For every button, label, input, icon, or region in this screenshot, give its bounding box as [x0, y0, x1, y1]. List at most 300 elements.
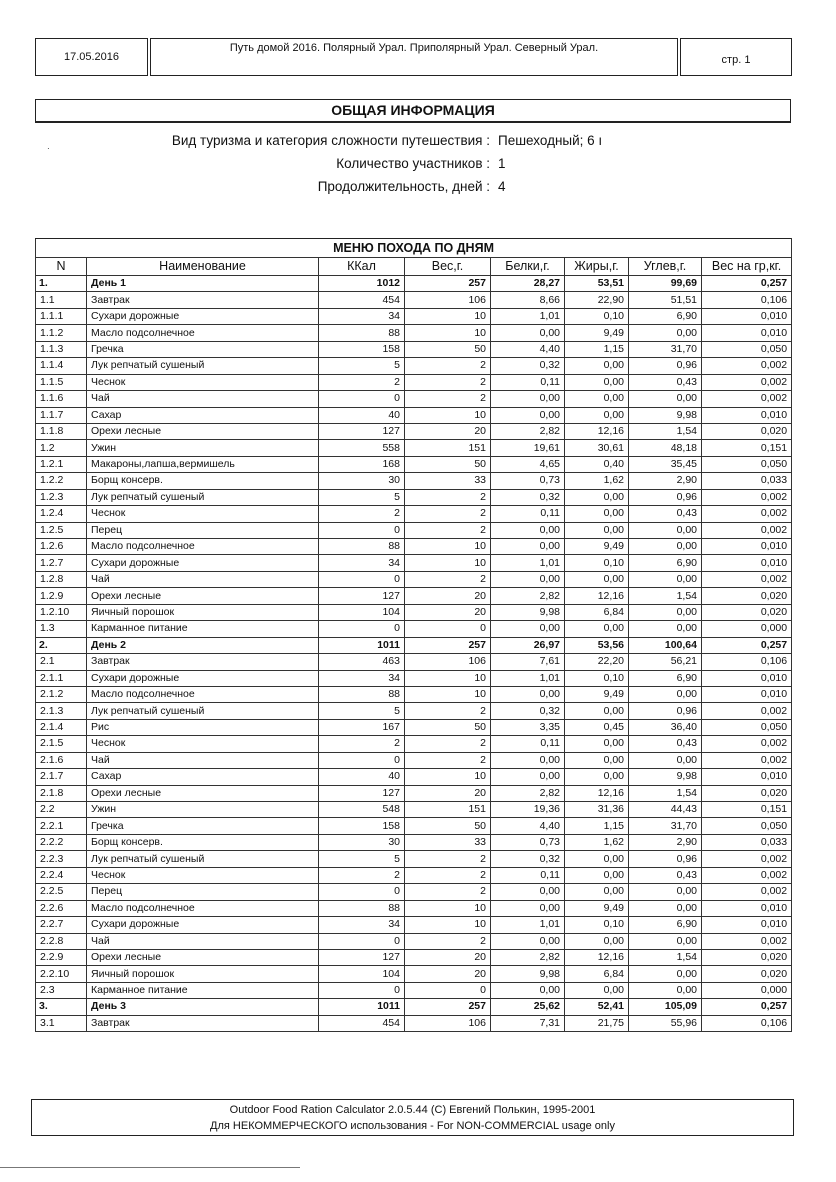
weight-per-group-value: 0,020: [702, 949, 792, 965]
row-number: 3.: [36, 999, 87, 1015]
protein-value: 0,00: [491, 752, 565, 768]
fat-value: 0,10: [565, 308, 629, 324]
weight-value: 0: [405, 621, 491, 637]
kcal-value: 168: [319, 456, 405, 472]
fat-value: 0,00: [565, 489, 629, 505]
weight-per-group-value: 0,010: [702, 900, 792, 916]
table-row: [36, 818, 792, 834]
kcal-value: 127: [319, 423, 405, 439]
carbs-value: 2,90: [629, 834, 702, 850]
weight-per-group-value: 0,010: [702, 308, 792, 324]
carbs-value: 44,43: [629, 802, 702, 818]
item-name: Чеснок: [87, 867, 319, 883]
protein-value: 2,82: [491, 785, 565, 801]
table-row: [36, 949, 792, 965]
carbs-value: 35,45: [629, 456, 702, 472]
weight-per-group-value: 0,033: [702, 473, 792, 489]
weight-per-group-value: 0,050: [702, 341, 792, 357]
row-number: 1.1.1: [36, 308, 87, 324]
carbs-value: 0,96: [629, 489, 702, 505]
fat-value: 0,00: [565, 407, 629, 423]
carbs-value: 31,70: [629, 818, 702, 834]
weight-per-group-value: 0,020: [702, 966, 792, 982]
fat-value: 12,16: [565, 785, 629, 801]
menu-table: [35, 238, 792, 1032]
table-row: [36, 703, 792, 719]
protein-value: 9,98: [491, 604, 565, 620]
row-number: 2.1.7: [36, 769, 87, 785]
weight-value: 151: [405, 440, 491, 456]
item-name: Рис: [87, 719, 319, 735]
weight-per-group-value: 0,002: [702, 522, 792, 538]
carbs-value: 6,90: [629, 670, 702, 686]
fat-value: 0,10: [565, 670, 629, 686]
table-row: [36, 407, 792, 423]
weight-value: 10: [405, 769, 491, 785]
item-name: Орехи лесные: [87, 588, 319, 604]
general-info-title: ОБЩАЯ ИНФОРМАЦИЯ: [35, 99, 791, 123]
weight-per-group-value: 0,000: [702, 621, 792, 637]
carbs-value: 0,43: [629, 506, 702, 522]
fat-value: 12,16: [565, 949, 629, 965]
kcal-value: 558: [319, 440, 405, 456]
info-label: Количество участников :: [336, 156, 490, 171]
row-number: 2.1.3: [36, 703, 87, 719]
weight-value: 33: [405, 834, 491, 850]
kcal-value: 88: [319, 539, 405, 555]
item-name: Масло подсолнечное: [87, 686, 319, 702]
table-row: [36, 391, 792, 407]
protein-value: 19,36: [491, 802, 565, 818]
protein-value: 0,00: [491, 391, 565, 407]
kcal-value: 104: [319, 966, 405, 982]
fat-value: 0,00: [565, 374, 629, 390]
kcal-value: 1011: [319, 999, 405, 1015]
weight-per-group-value: 0,257: [702, 999, 792, 1015]
table-row: [36, 358, 792, 374]
menu-title: МЕНЮ ПОХОДА ПО ДНЯМ: [36, 239, 792, 258]
item-name: Чеснок: [87, 374, 319, 390]
carbs-value: 1,54: [629, 588, 702, 604]
item-name: Лук репчатый сушеный: [87, 358, 319, 374]
col-header-n: N: [36, 258, 87, 276]
protein-value: 0,00: [491, 933, 565, 949]
row-number: 2.2.8: [36, 933, 87, 949]
table-row: [36, 473, 792, 489]
weight-per-group-value: 0,002: [702, 391, 792, 407]
weight-per-group-value: 0,002: [702, 374, 792, 390]
info-label: Вид туризма и категория сложности путешествия :: [171, 133, 490, 148]
protein-value: 0,32: [491, 489, 565, 505]
weight-value: 20: [405, 949, 491, 965]
protein-value: 1,01: [491, 917, 565, 933]
fat-value: 53,51: [565, 276, 629, 292]
row-number: 1.: [36, 276, 87, 292]
row-number: 2.2.6: [36, 900, 87, 916]
weight-value: 2: [405, 933, 491, 949]
item-name: Чеснок: [87, 736, 319, 752]
fat-value: 9,49: [565, 539, 629, 555]
table-row: [36, 637, 792, 653]
table-row: [36, 966, 792, 982]
table-row: [36, 719, 792, 735]
fat-value: 22,20: [565, 654, 629, 670]
protein-value: 4,40: [491, 818, 565, 834]
table-row: [36, 308, 792, 324]
kcal-value: 127: [319, 588, 405, 604]
fat-value: 0,00: [565, 769, 629, 785]
weight-per-group-value: 0,020: [702, 423, 792, 439]
item-name: Перец: [87, 522, 319, 538]
table-row: [36, 1015, 792, 1031]
item-name: Лук репчатый сушеный: [87, 703, 319, 719]
weight-value: 2: [405, 752, 491, 768]
protein-value: 0,00: [491, 621, 565, 637]
weight-value: 20: [405, 604, 491, 620]
fat-value: 0,00: [565, 982, 629, 998]
col-header-protein: Белки,г.: [491, 258, 565, 276]
fat-value: 0,00: [565, 867, 629, 883]
row-number: 1.2.10: [36, 604, 87, 620]
weight-per-group-value: 0,002: [702, 703, 792, 719]
table-row: [36, 423, 792, 439]
weight-value: 10: [405, 670, 491, 686]
row-number: 2.: [36, 637, 87, 653]
carbs-value: 0,00: [629, 884, 702, 900]
item-name: Карманное питание: [87, 621, 319, 637]
kcal-value: 454: [319, 292, 405, 308]
kcal-value: 34: [319, 308, 405, 324]
row-number: 2.2.7: [36, 917, 87, 933]
kcal-value: 0: [319, 933, 405, 949]
carbs-value: 99,69: [629, 276, 702, 292]
item-name: Сухари дорожные: [87, 670, 319, 686]
row-number: 2.2.4: [36, 867, 87, 883]
row-number: 2.2.5: [36, 884, 87, 900]
protein-value: 0,11: [491, 736, 565, 752]
kcal-value: 158: [319, 341, 405, 357]
protein-value: 1,01: [491, 670, 565, 686]
weight-per-group-value: 0,000: [702, 982, 792, 998]
table-row: [36, 555, 792, 571]
weight-per-group-value: 0,002: [702, 867, 792, 883]
col-header-fat: Жиры,г.: [565, 258, 629, 276]
table-row: [36, 802, 792, 818]
weight-value: 20: [405, 966, 491, 982]
footer: [31, 1099, 794, 1136]
row-number: 2.1.2: [36, 686, 87, 702]
kcal-value: 5: [319, 489, 405, 505]
table-row: [36, 769, 792, 785]
row-number: 2.2.1: [36, 818, 87, 834]
weight-per-group-value: 0,010: [702, 555, 792, 571]
item-name: Сухари дорожные: [87, 308, 319, 324]
table-row: [36, 686, 792, 702]
item-name: Перец: [87, 884, 319, 900]
weight-value: 10: [405, 325, 491, 341]
kcal-value: 88: [319, 686, 405, 702]
kcal-value: 88: [319, 325, 405, 341]
weight-value: 2: [405, 867, 491, 883]
info-label: Продолжительность, дней :: [317, 179, 490, 194]
protein-value: 25,62: [491, 999, 565, 1015]
carbs-value: 0,00: [629, 933, 702, 949]
weight-per-group-value: 0,002: [702, 752, 792, 768]
protein-value: 0,00: [491, 325, 565, 341]
fat-value: 22,90: [565, 292, 629, 308]
weight-per-group-value: 0,002: [702, 736, 792, 752]
item-name: Масло подсолнечное: [87, 900, 319, 916]
item-name: Борщ консерв.: [87, 473, 319, 489]
weight-per-group-value: 0,002: [702, 571, 792, 587]
weight-per-group-value: 0,010: [702, 686, 792, 702]
carbs-value: 0,00: [629, 325, 702, 341]
weight-per-group-value: 0,010: [702, 407, 792, 423]
carbs-value: 9,98: [629, 407, 702, 423]
weight-value: 106: [405, 1015, 491, 1031]
kcal-value: 0: [319, 391, 405, 407]
fat-value: 1,15: [565, 341, 629, 357]
protein-value: 2,82: [491, 949, 565, 965]
fat-value: 1,15: [565, 818, 629, 834]
carbs-value: 0,00: [629, 571, 702, 587]
item-name: Борщ консерв.: [87, 834, 319, 850]
row-number: 2.2.2: [36, 834, 87, 850]
weight-per-group-value: 0,002: [702, 851, 792, 867]
table-row: [36, 785, 792, 801]
weight-value: 10: [405, 308, 491, 324]
weight-per-group-value: 0,010: [702, 539, 792, 555]
carbs-value: 0,00: [629, 900, 702, 916]
kcal-value: 0: [319, 522, 405, 538]
weight-value: 2: [405, 522, 491, 538]
carbs-value: 0,00: [629, 966, 702, 982]
col-header-weight-per-group: Вес на гр,кг.: [702, 258, 792, 276]
kcal-value: 2: [319, 736, 405, 752]
protein-value: 0,32: [491, 851, 565, 867]
table-row: [36, 571, 792, 587]
weight-per-group-value: 0,106: [702, 654, 792, 670]
carbs-value: 9,98: [629, 769, 702, 785]
protein-value: 0,00: [491, 571, 565, 587]
row-number: 1.2.5: [36, 522, 87, 538]
carbs-value: 105,09: [629, 999, 702, 1015]
fat-value: 0,10: [565, 555, 629, 571]
table-row: [36, 884, 792, 900]
weight-per-group-value: 0,151: [702, 440, 792, 456]
weight-value: 50: [405, 719, 491, 735]
col-header-carbs: Углев,г.: [629, 258, 702, 276]
table-row: [36, 539, 792, 555]
item-name: Лук репчатый сушеный: [87, 489, 319, 505]
protein-value: 9,98: [491, 966, 565, 982]
kcal-value: 34: [319, 917, 405, 933]
kcal-value: 0: [319, 752, 405, 768]
row-number: 1.1.2: [36, 325, 87, 341]
protein-value: 3,35: [491, 719, 565, 735]
item-name: Гречка: [87, 341, 319, 357]
protein-value: 0,00: [491, 884, 565, 900]
item-name: Гречка: [87, 818, 319, 834]
carbs-value: 6,90: [629, 308, 702, 324]
table-row: [36, 276, 792, 292]
item-name: Масло подсолнечное: [87, 325, 319, 341]
carbs-value: 6,90: [629, 917, 702, 933]
fat-value: 31,36: [565, 802, 629, 818]
kcal-value: 1012: [319, 276, 405, 292]
table-row: [36, 604, 792, 620]
item-name: Макароны,лапша,вермишель: [87, 456, 319, 472]
row-number: 2.2: [36, 802, 87, 818]
fat-value: 0,00: [565, 358, 629, 374]
row-number: 2.1.4: [36, 719, 87, 735]
weight-value: 2: [405, 506, 491, 522]
kcal-value: 5: [319, 358, 405, 374]
fat-value: 12,16: [565, 588, 629, 604]
weight-value: 10: [405, 539, 491, 555]
protein-value: 26,97: [491, 637, 565, 653]
item-name: День 2: [87, 637, 319, 653]
weight-per-group-value: 0,002: [702, 506, 792, 522]
protein-value: 0,00: [491, 900, 565, 916]
fat-value: 52,41: [565, 999, 629, 1015]
table-row: [36, 670, 792, 686]
weight-value: 2: [405, 703, 491, 719]
carbs-value: 6,90: [629, 555, 702, 571]
carbs-value: 1,54: [629, 949, 702, 965]
item-name: Чай: [87, 571, 319, 587]
weight-per-group-value: 0,106: [702, 1015, 792, 1031]
item-name: День 1: [87, 276, 319, 292]
fat-value: 0,10: [565, 917, 629, 933]
weight-value: 2: [405, 851, 491, 867]
kcal-value: 2: [319, 374, 405, 390]
kcal-value: 30: [319, 834, 405, 850]
row-number: 1.1.3: [36, 341, 87, 357]
fat-value: 6,84: [565, 604, 629, 620]
carbs-value: 0,00: [629, 522, 702, 538]
table-row: [36, 341, 792, 357]
table-row: [36, 900, 792, 916]
protein-value: 1,01: [491, 308, 565, 324]
protein-value: 0,32: [491, 703, 565, 719]
weight-value: 151: [405, 802, 491, 818]
protein-value: 7,61: [491, 654, 565, 670]
table-row: [36, 982, 792, 998]
table-row: [36, 834, 792, 850]
item-name: Завтрак: [87, 654, 319, 670]
carbs-value: 0,43: [629, 374, 702, 390]
protein-value: 0,00: [491, 522, 565, 538]
row-number: 1.2.6: [36, 539, 87, 555]
item-name: Сахар: [87, 407, 319, 423]
col-header-weight: Вес,г.: [405, 258, 491, 276]
row-number: 2.1: [36, 654, 87, 670]
item-name: Ужин: [87, 802, 319, 818]
item-name: Чеснок: [87, 506, 319, 522]
item-name: Чай: [87, 752, 319, 768]
table-row: [36, 588, 792, 604]
item-name: Ужин: [87, 440, 319, 456]
footer-copyright: Outdoor Food Ration Calculator 2.0.5.44 (C) Евгений Полькин, 1995-2001: [229, 1104, 596, 1116]
weight-value: 106: [405, 292, 491, 308]
item-name: Орехи лесные: [87, 423, 319, 439]
protein-value: 0,73: [491, 834, 565, 850]
protein-value: 2,82: [491, 423, 565, 439]
fat-value: 0,00: [565, 522, 629, 538]
item-name: Завтрак: [87, 1015, 319, 1031]
row-number: 1.2.2: [36, 473, 87, 489]
item-name: Масло подсолнечное: [87, 539, 319, 555]
kcal-value: 40: [319, 769, 405, 785]
table-row: [36, 654, 792, 670]
table-row: [36, 867, 792, 883]
weight-value: 10: [405, 900, 491, 916]
fat-value: 0,40: [565, 456, 629, 472]
carbs-value: 0,43: [629, 867, 702, 883]
fat-value: 9,49: [565, 686, 629, 702]
carbs-value: 31,70: [629, 341, 702, 357]
carbs-value: 0,43: [629, 736, 702, 752]
kcal-value: 0: [319, 621, 405, 637]
weight-per-group-value: 0,050: [702, 456, 792, 472]
kcal-value: 2: [319, 867, 405, 883]
header-date: 17.05.2016: [35, 38, 148, 76]
menu-body: [36, 276, 792, 1032]
protein-value: 19,61: [491, 440, 565, 456]
row-number: 1.1.4: [36, 358, 87, 374]
weight-value: 2: [405, 736, 491, 752]
table-row: [36, 506, 792, 522]
weight-per-group-value: 0,050: [702, 818, 792, 834]
table-row: [36, 999, 792, 1015]
kcal-value: 2: [319, 506, 405, 522]
weight-value: 20: [405, 423, 491, 439]
carbs-value: 0,00: [629, 391, 702, 407]
table-row: [36, 933, 792, 949]
fat-value: 53,56: [565, 637, 629, 653]
fat-value: 0,00: [565, 391, 629, 407]
row-number: 2.3: [36, 982, 87, 998]
item-name: День 3: [87, 999, 319, 1015]
carbs-value: 0,00: [629, 686, 702, 702]
kcal-value: 1011: [319, 637, 405, 653]
col-header-name: Наименование: [87, 258, 319, 276]
kcal-value: 5: [319, 851, 405, 867]
row-number: 2.2.9: [36, 949, 87, 965]
weight-value: 50: [405, 456, 491, 472]
carbs-value: 0,96: [629, 358, 702, 374]
info-value: 1: [498, 156, 506, 171]
weight-value: 20: [405, 785, 491, 801]
row-number: 1.2.4: [36, 506, 87, 522]
item-name: Карманное питание: [87, 982, 319, 998]
item-name: Завтрак: [87, 292, 319, 308]
row-number: 1.2.8: [36, 571, 87, 587]
protein-value: 0,00: [491, 686, 565, 702]
row-number: 1.2: [36, 440, 87, 456]
kcal-value: 127: [319, 785, 405, 801]
row-number: 1.3: [36, 621, 87, 637]
kcal-value: 34: [319, 670, 405, 686]
row-number: 2.2.3: [36, 851, 87, 867]
row-number: 1.1.8: [36, 423, 87, 439]
weight-value: 10: [405, 555, 491, 571]
weight-per-group-value: 0,010: [702, 325, 792, 341]
fat-value: 0,00: [565, 621, 629, 637]
weight-per-group-value: 0,002: [702, 933, 792, 949]
weight-per-group-value: 0,033: [702, 834, 792, 850]
